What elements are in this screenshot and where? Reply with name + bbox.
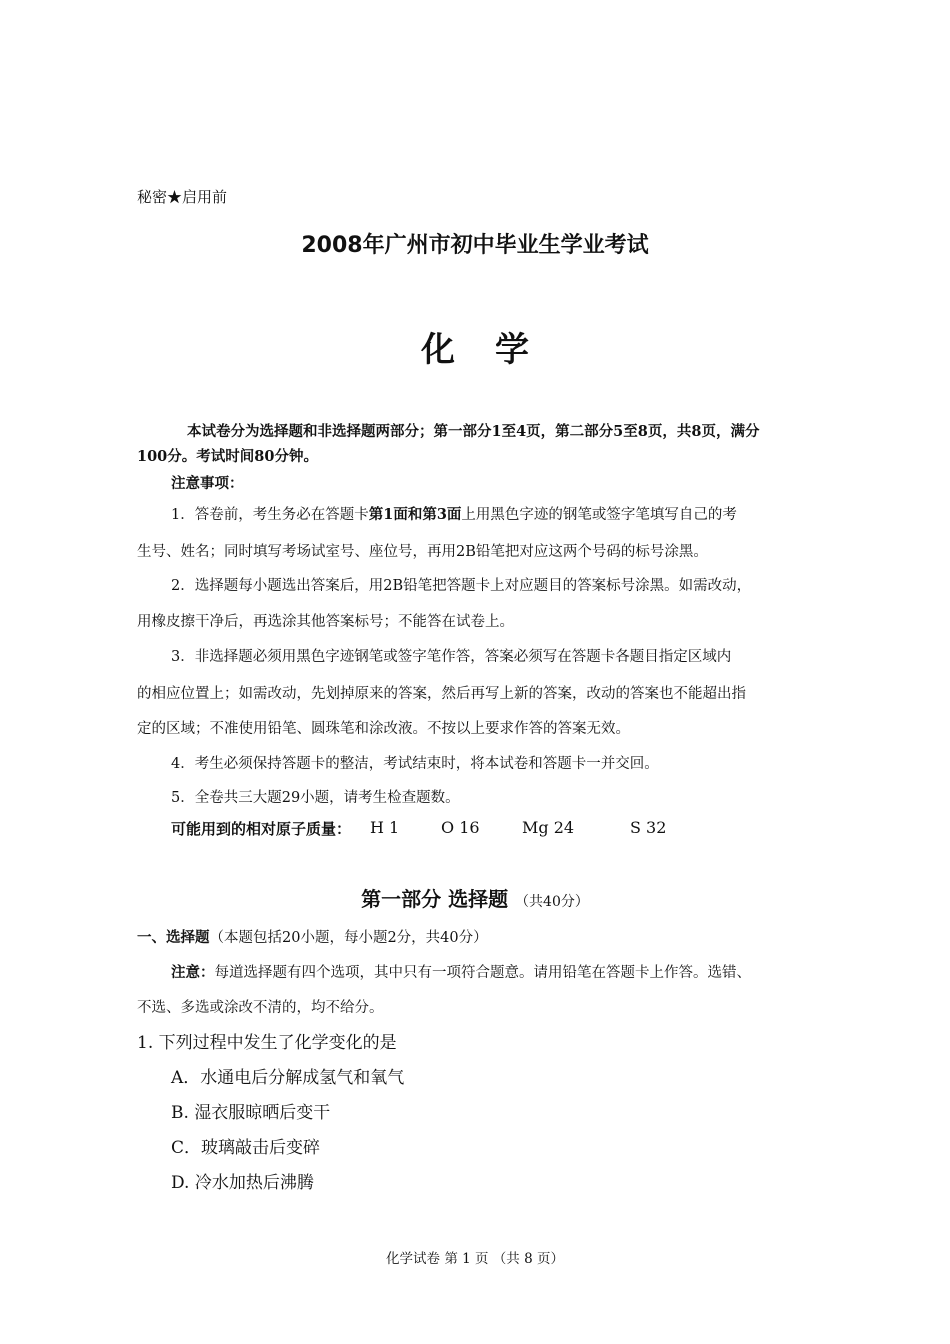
- question-1-option-c: C．玻璃敲击后变碎: [171, 1138, 321, 1158]
- note-3-line-3: 定的区域；不准使用铅笔、圆珠笔和涂改液。不按以上要求作答的答案无效。: [137, 721, 630, 737]
- subject-title: 化学: [421, 330, 569, 370]
- part-1-score: （共40分）: [515, 894, 589, 910]
- atomic-mass-row: [171, 818, 351, 839]
- question-1-option-b: B. 湿衣服晾晒后变干: [171, 1103, 331, 1123]
- mass-mg: Mg 24: [522, 818, 575, 837]
- note-1-text-post: 上用黑色字迹的钢笔或签字笔填写自己的考: [461, 507, 737, 523]
- page-footer: 化学试卷 第 1 页 （共 8 页）: [386, 1251, 564, 1267]
- question-1-option-a: A．水通电后分解成氢气和氧气: [171, 1068, 405, 1088]
- part-1-heading: 第一部分 选择题: [361, 887, 509, 911]
- note-3-line-2: 的相应位置上；如需改动，先划掉原来的答案，然后再写上新的答案，改动的答案也不能超出指: [137, 686, 746, 702]
- note-1-text-pre: 1．答卷前，考生务必在答题卡: [171, 507, 369, 523]
- intro-line-2: 100分。考试时间80分钟。: [137, 448, 318, 465]
- section-1-note-line-1: [171, 961, 751, 982]
- section-1-note-text: 每道选择题有四个选项，其中只有一项符合题意。请用铅笔在答题卡上作答。选错、: [214, 965, 751, 981]
- mass-h: H 1: [370, 818, 400, 837]
- atomic-mass-label: 可能用到的相对原子质量：: [171, 820, 352, 838]
- part-1-title: [0, 883, 950, 912]
- note-3-line-1: 3．非选择题必须用黑色字迹钢笔或签字笔作答，答案必须写在答题卡各题目指定区域内: [171, 649, 732, 665]
- note-1-line-1: [171, 503, 737, 524]
- question-1-option-d: D. 冷水加热后沸腾: [171, 1173, 314, 1193]
- note-1-text-bold: 第1面和第3面: [368, 506, 462, 523]
- question-1-stem: 1. 下列过程中发生了化学变化的是: [137, 1033, 397, 1053]
- note-5: 5．全卷共三大题29小题，请考生检查题数。: [171, 790, 460, 806]
- section-1-heading: 一、选择题: [137, 929, 210, 946]
- mass-s: S 32: [630, 818, 667, 837]
- note-2-line-2: 用橡皮擦干净后，再选涂其他答案标号；不能答在试卷上。: [137, 614, 514, 630]
- mass-o: O 16: [441, 818, 480, 837]
- confidential-mark: 秘密★启用前: [137, 188, 228, 206]
- exam-title: 2008年广州市初中毕业生学业考试: [301, 233, 649, 258]
- section-1-note-line-2: 不选、多选或涂改不清的，均不给分。: [137, 1000, 384, 1016]
- intro-line-1: 本试卷分为选择题和非选择题两部分；第一部分1至4页，第二部分5至8页，共8页，满分: [187, 423, 760, 440]
- note-4: 4．考生必须保持答题卡的整洁，考试结束时，将本试卷和答题卡一并交回。: [171, 756, 659, 772]
- note-2-line-1: 2．选择题每小题选出答案后，用2B铅笔把答题卡上对应题目的答案标号涂黑。如需改动，: [171, 578, 752, 594]
- notes-heading: 注意事项：: [171, 475, 244, 492]
- section-1-note-label: 注意：: [171, 964, 215, 981]
- section-1-desc: （本题包括20小题，每小题2分，共40分）: [209, 930, 488, 946]
- note-1-line-2: 生号、姓名；同时填写考场试室号、座位号，再用2B铅笔把对应这两个号码的标号涂黑。: [137, 544, 708, 560]
- section-1-header: [137, 926, 488, 947]
